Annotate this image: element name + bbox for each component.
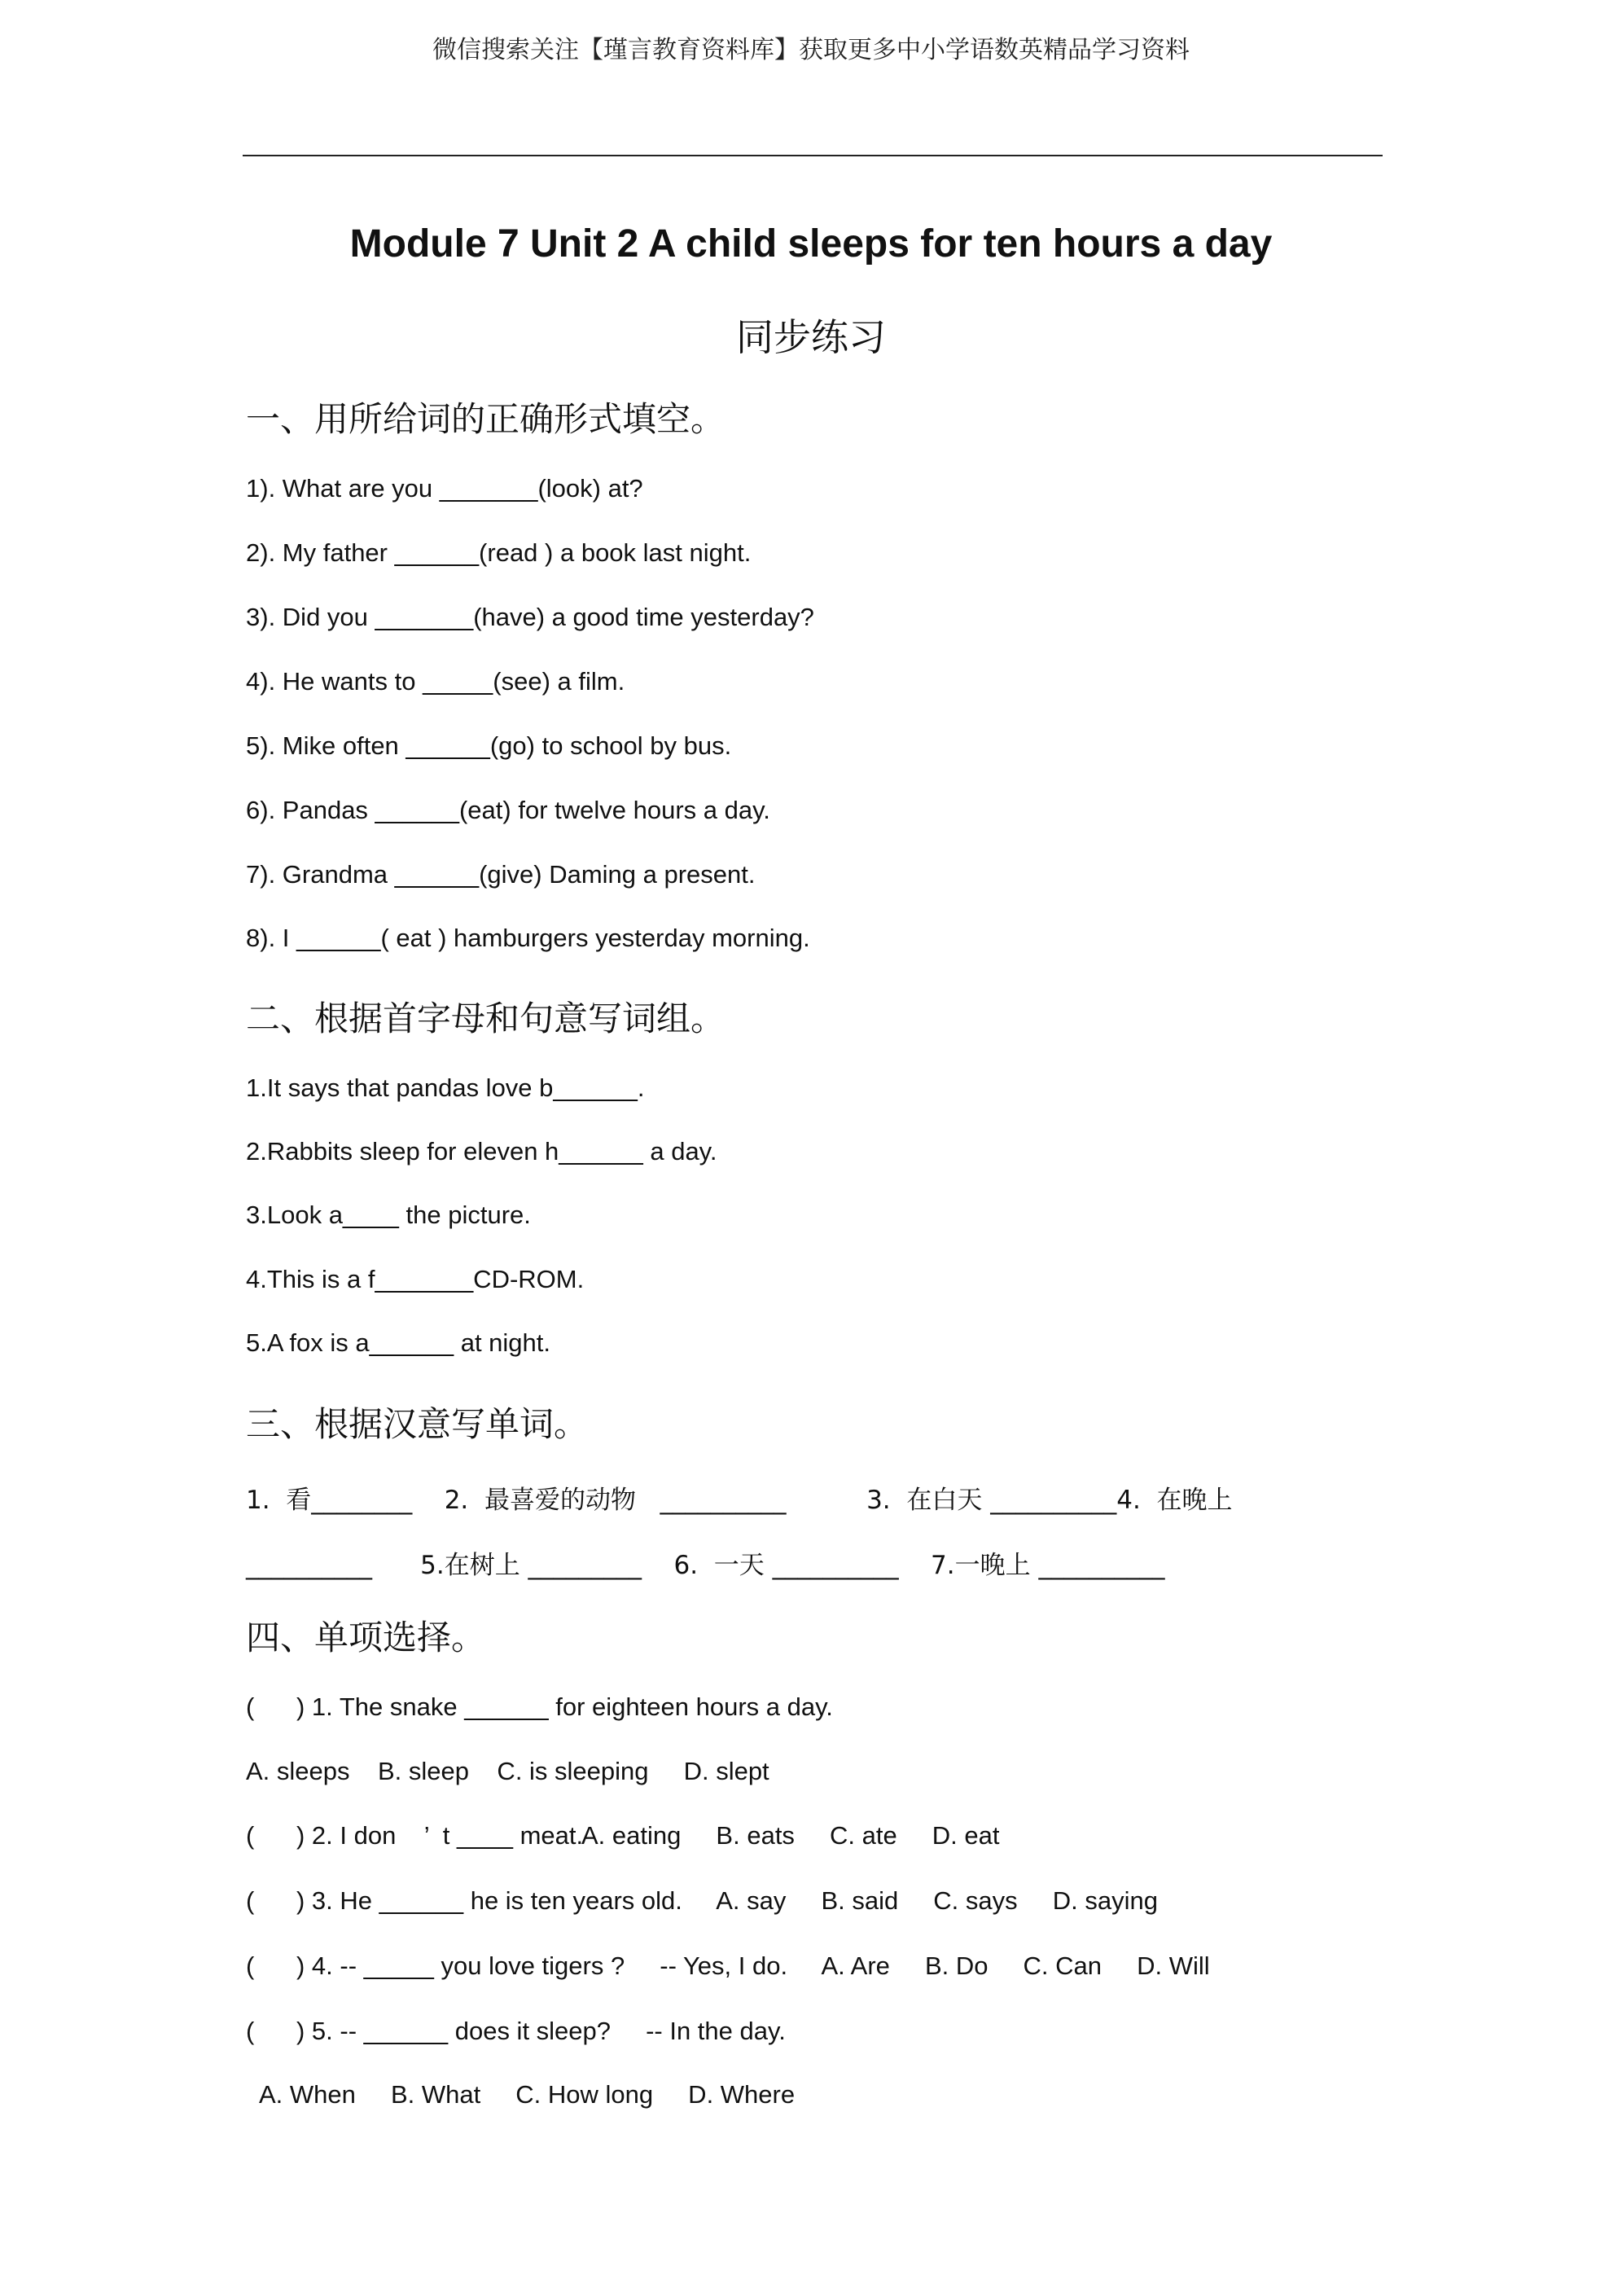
question-3: ( ) 3. He ______ he is ten years old. A. say B. said C. says D. saying — [246, 1886, 1158, 1915]
page-subtitle: 同步练习 — [736, 315, 886, 359]
header-divider — [243, 155, 1383, 156]
section-1-item-1: 1). What are you _______(look) at? — [246, 474, 643, 503]
header-note: 微信搜索关注【瑾言教育资料库】获取更多中小学语数英精品学习资料 — [432, 36, 1190, 64]
section-2-item-1: 1.It says that pandas love b______. — [246, 1073, 645, 1102]
question-2-options: A. eating B. eats C. ate D. eat — [581, 1821, 1000, 1850]
section-1-item-6: 6). Pandas ______(eat) for twelve hours a day. — [246, 796, 770, 824]
section-2-heading: 二、根据首字母和句意写词组。 — [246, 999, 726, 1038]
section-1-item-4: 4). He wants to _____(see) a film. — [246, 667, 625, 696]
section-1-item-3: 3). Did you _______(have) a good time yesterday? — [246, 603, 814, 631]
section-2-item-2: 2.Rabbits sleep for eleven h______ a day. — [246, 1137, 717, 1166]
section-1-item-2: 2). My father ______(read ) a book last night. — [246, 538, 752, 567]
section-3-line-2: __________ 5.在树上 _________ 6. 一天 __________ 7.一晚上 __________ — [246, 1551, 1165, 1580]
question-5-options: A. When B. What C. How long D. Where — [259, 2080, 796, 2109]
question-1: ( ) 1. The snake ______ for eighteen hours a day. — [246, 1692, 833, 1721]
section-1-heading: 一、用所给词的正确形式填空。 — [246, 399, 726, 439]
section-1-item-8: 8). I ______( eat ) hamburgers yesterday morning. — [246, 924, 810, 952]
section-3-line-1: 1. 看________ 2. 最喜爱的动物 __________ 3. 在白天 __________4. 在晚上 — [246, 1486, 1233, 1515]
section-2-item-3: 3.Look a____ the picture. — [246, 1201, 531, 1229]
question-5: ( ) 5. -- ______ does it sleep? -- In the day. — [246, 2017, 786, 2045]
question-2: ( ) 2. I don ’ t ____ meat. — [246, 1821, 584, 1850]
page-title: Module 7 Unit 2 A child sleeps for ten hours a day — [349, 222, 1273, 266]
section-2-item-5: 5.A fox is a______ at night. — [246, 1328, 550, 1357]
section-2-item-4: 4.This is a f_______CD-ROM. — [246, 1265, 585, 1293]
section-1-item-5: 5). Mike often ______(go) to school by bus. — [246, 731, 732, 760]
section-3-heading: 三、根据汉意写单词。 — [246, 1404, 589, 1444]
question-1-options: A. sleeps B. sleep C. is sleeping D. slept — [246, 1757, 769, 1785]
section-4-heading: 四、单项选择。 — [246, 1618, 486, 1657]
question-4: ( ) 4. -- _____ you love tigers ? -- Yes, I do. A. Are B. Do C. Can D. Will — [246, 1951, 1210, 1980]
section-1-item-7: 7). Grandma ______(give) Daming a present. — [246, 860, 756, 889]
